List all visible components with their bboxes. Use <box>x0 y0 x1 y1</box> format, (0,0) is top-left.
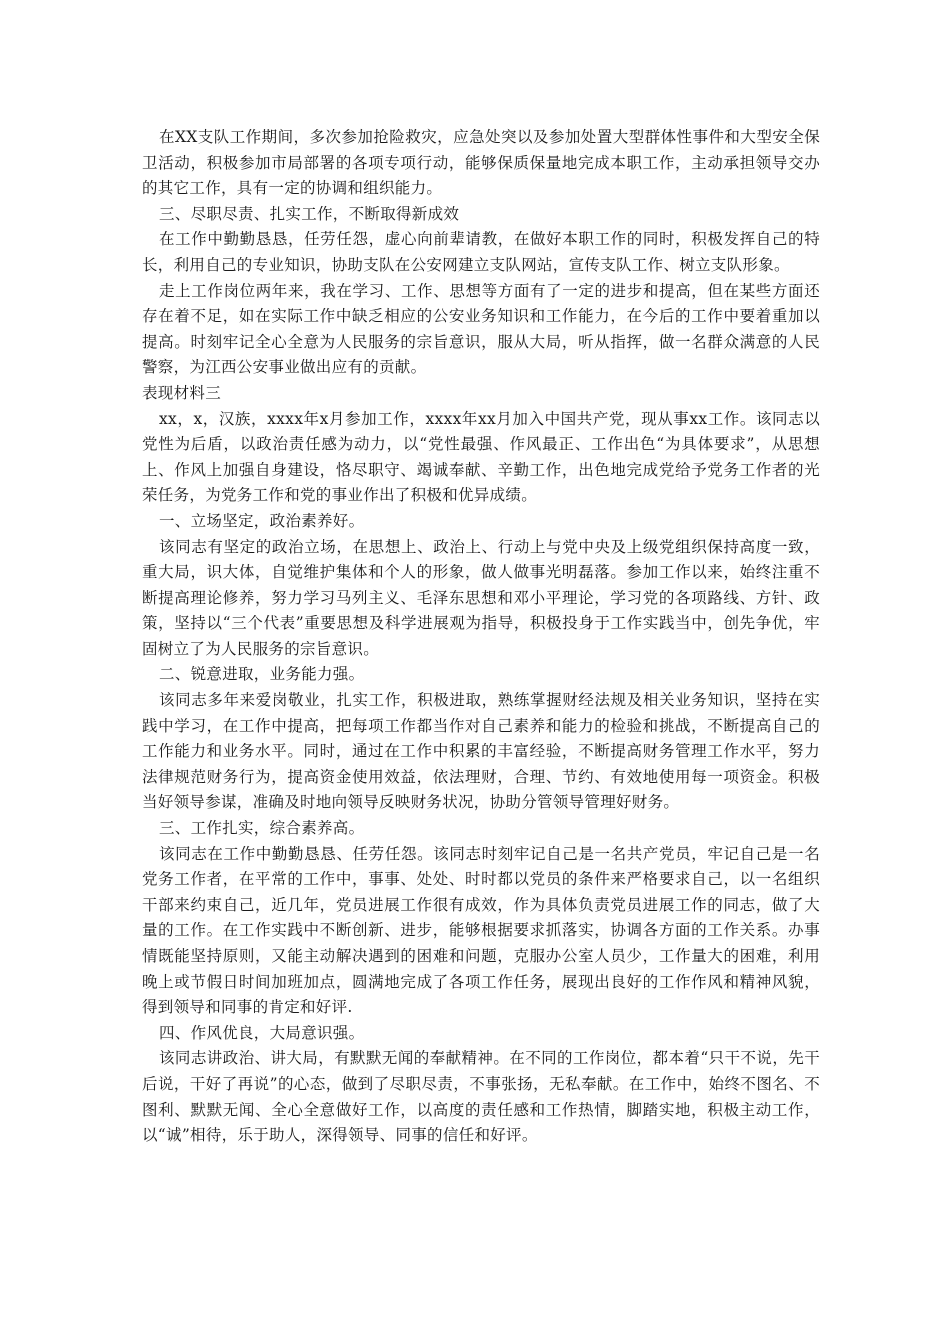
paragraph: 该同志有坚定的政治立场，在思想上、政治上、行动上与党中央及上级党组织保持高度一致，重大局，识大体，自觉维护集体和个人的形象，做人做事光明磊落。参加工作以来，始终注重不断提高理论修养，努力学习马列主义、毛泽东思想和邓小平理论，学习党的各项路线、方针、政策，坚持以“三个代表”重要思想及科学进展观为指导，积极投身于工作实践当中，创先争优，牢固树立了为人民服务的宗旨意识。 <box>142 537 820 658</box>
section-heading: 一、立场坚定，政治素养好。 <box>159 511 365 530</box>
paragraph: 在工作中勤勤恳恳，任劳任怨，虚心向前辈请教，在做好本职工作的同时，积极发挥自己的特长，利用自己的专业知识，协助支队在公安网建立支队网站，宣传支队工作、树立支队形象。 <box>142 230 820 274</box>
paragraph: 该同志多年来爱岗敬业，扎实工作，积极进取，熟练掌握财经法规及相关业务知识，坚持在实践中学习，在工作中提高，把每项工作都当作对自己素养和能力的检验和挑战，不断提高自己的工作能力和业务水平。同时，通过在工作中积累的丰富经验，不断提高财务管理工作水平，努力法律规范财务行为，提高资金使用效益，依法理财，合理、节约、有效地使用每一项资金。积极当好领导参谋，准确及时地向领导反映财务状况，协助分管领导管理好财务。 <box>142 691 820 812</box>
paragraph: xx，x，汉族，xxxx年x月参加工作，xxxx年xx月加入中国共产党，现从事xx工作。该同志以党性为后盾，以政治责任感为动力，以“党性最强、作风最正、工作出色“为具体要求”，从思想上、作风上加强自身建设，恪尽职守、竭诚奉献、辛勤工作，出色地完成党给予党务工作者的光荣任务，为党务工作和党的事业作出了积极和优异成绩。 <box>142 409 820 505</box>
document-section-title: 表现材料三 <box>142 383 222 402</box>
paragraph: 该同志讲政治、讲大局，有默默无闻的奉献精神。在不同的工作岗位，都本着“只干不说，先干后说，干好了再说”的心态，做到了尽职尽责，不事张扬，无私奉献。在工作中，始终不图名、不图利、默默无闻、全心全意做好工作，以高度的责任感和工作热情，脚踏实地，积极主动工作，以“诚”相待，乐于助人，深得领导、同事的信任和好评。 <box>142 1049 820 1145</box>
paragraph: 走上工作岗位两年来，我在学习、工作、思想等方面有了一定的进步和提高，但在某些方面还存在着不足，如在实际工作中缺乏相应的公安业务知识和工作能力，在今后的工作中要着重加以提高。时刻牢记全心全意为人民服务的宗旨意识，服从大局，听从指挥，做一名群众满意的人民警察，为江西公安事业做出应有的贡献。 <box>142 281 820 377</box>
paragraph: 该同志在工作中勤勤恳恳、任劳任怨。该同志时刻牢记自己是一名共产党员，牢记自己是一名党务工作者，在平常的工作中，事事、处处、时时都以党员的条件来严格要求自己，以一名组织干部来约束自己，近几年，党员进展工作很有成效，作为具体负责党员进展工作的同志，做了大量的工作。在工作实践中不断创新、进步，能够根据要求抓落实，协调各方面的工作关系。办事情既能坚持原则，又能主动解决遇到的困难和问题，克服办公室人员少，工作量大的困难，利用晚上或节假日时间加班加点，圆满地完成了各项工作任务，展现出良好的工作作风和精神风貌，得到领导和同事的肯定和好评. <box>142 844 820 1017</box>
section-heading: 四、作风优良，大局意识强。 <box>159 1023 365 1042</box>
section-heading: 三、工作扎实，综合素养高。 <box>159 819 365 838</box>
document-body <box>142 125 820 1149</box>
section-heading: 三、尽职尽责、扎实工作，不断取得新成效 <box>159 204 460 223</box>
section-heading: 二、锐意进取，业务能力强。 <box>159 665 365 684</box>
paragraph: 在XX支队工作期间，多次参加抢险救灾，应急处突以及参加处置大型群体性事件和大型安全保卫活动，积极参加市局部署的各项专项行动，能够保质保量地完成本职工作，主动承担领导交办的其它工作，具有一定的协调和组织能力。 <box>142 128 820 198</box>
